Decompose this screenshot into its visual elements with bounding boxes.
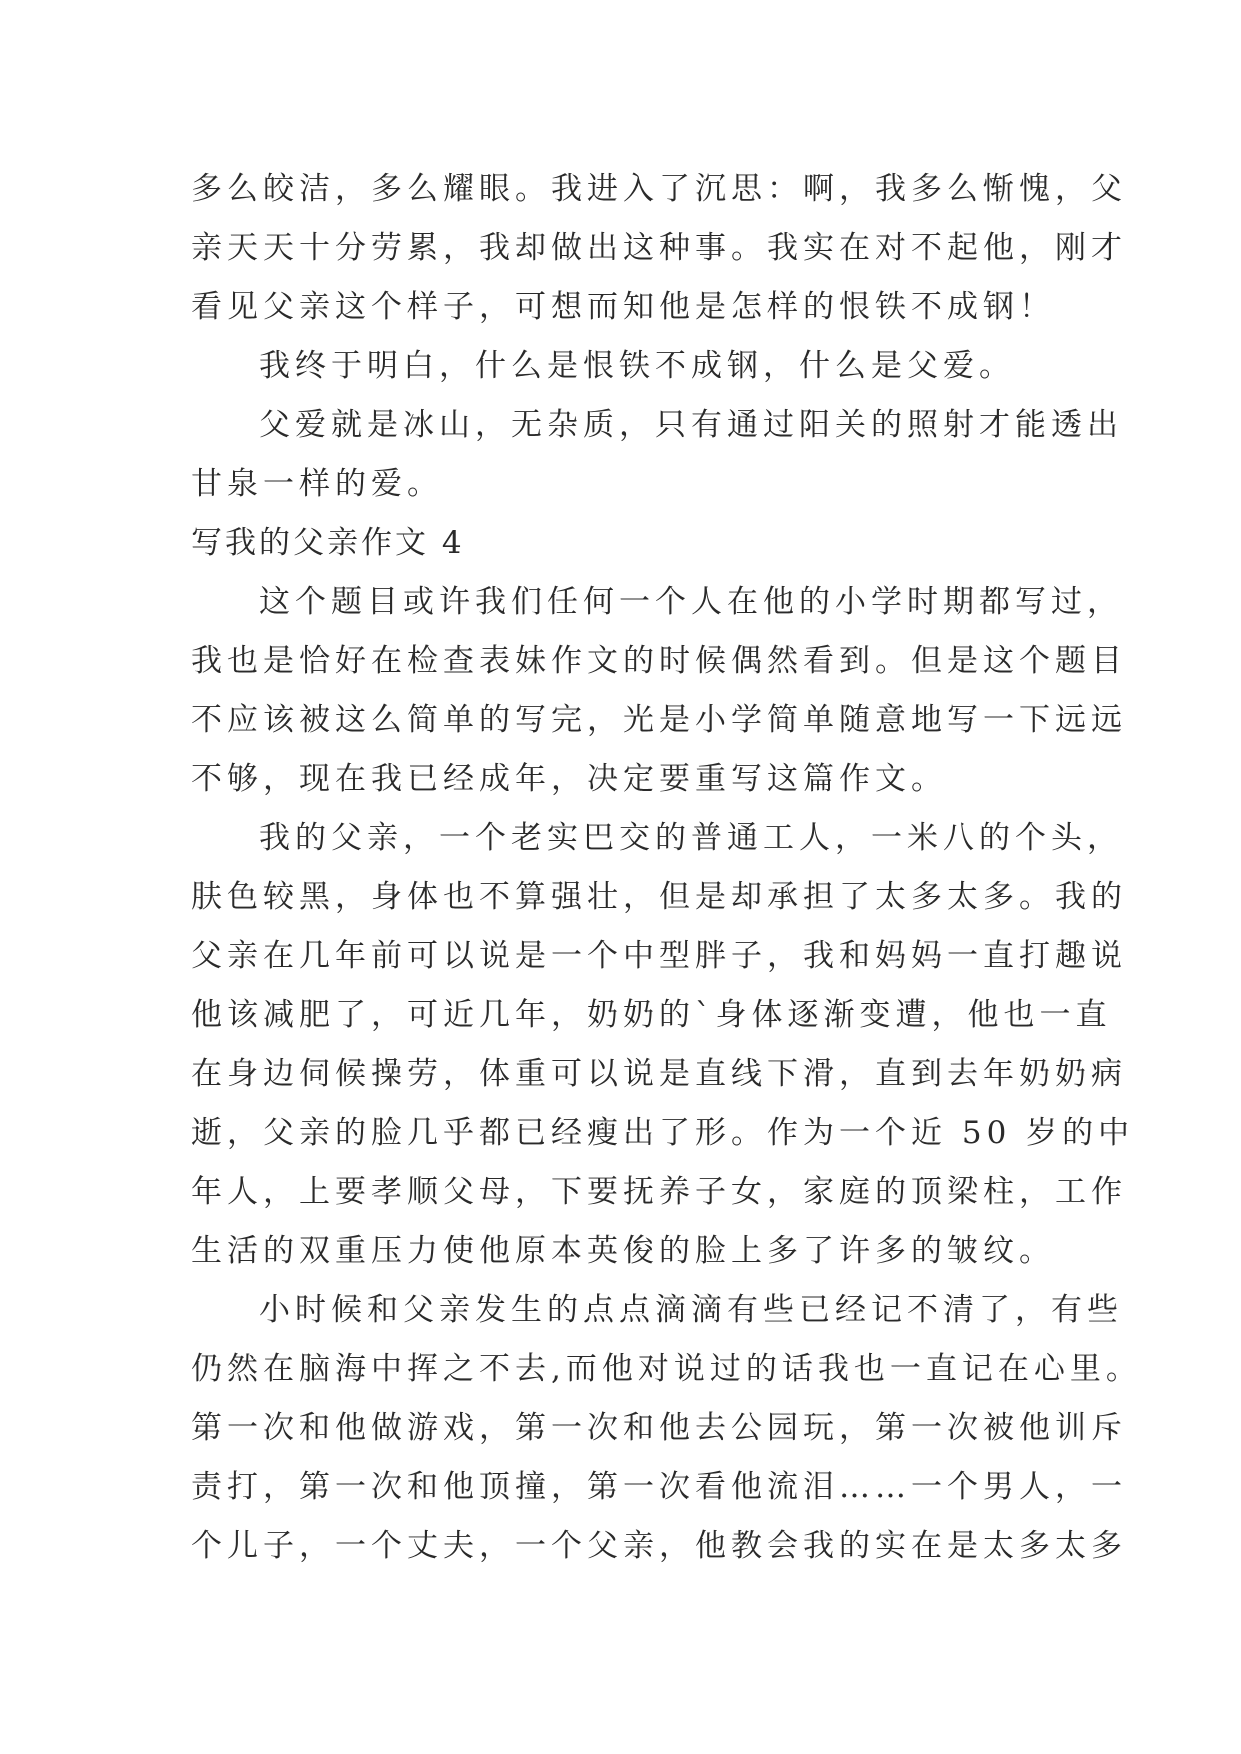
document-body xyxy=(191,160,1142,1576)
text-line: 第一次和他做游戏，第一次和他去公园玩，第一次被他训斥 xyxy=(191,1410,1127,1446)
text-line: 甘泉一样的爱。 xyxy=(191,466,443,502)
text-line: 仍然在脑海中挥之不去,而他对说过的话我也一直记在心里。 xyxy=(191,1351,1142,1387)
text-line: 这个题目或许我们任何一个人在他的小学时期都写过， xyxy=(259,584,1123,620)
section-heading: 写我的父亲作文 4 xyxy=(191,525,465,561)
text-line: 看见父亲这个样子，可想而知他是怎样的恨铁不成钢！ xyxy=(191,289,1055,325)
text-line: 他该减肥了，可近几年，奶奶的`身体逐渐变遭，他也一直 xyxy=(191,997,1112,1033)
text-line: 父爱就是冰山，无杂质，只有通过阳关的照射才能透出 xyxy=(259,407,1123,443)
text-line: 在身边伺候操劳，体重可以说是直线下滑，直到去年奶奶病 xyxy=(191,1056,1127,1092)
text-line: 责打，第一次和他顶撞，第一次看他流泪……一个男人，一 xyxy=(191,1469,1127,1505)
text-line: 亲天天十分劳累，我却做出这种事。我实在对不起他，刚才 xyxy=(191,230,1127,266)
text-line: 多么皎洁，多么耀眼。我进入了沉思：啊，我多么惭愧，父 xyxy=(191,171,1127,207)
text-line: 逝，父亲的脸几乎都已经瘦出了形。作为一个近 50 岁的中 xyxy=(191,1115,1135,1151)
text-line: 我终于明白，什么是恨铁不成钢，什么是父爱。 xyxy=(259,348,1015,384)
text-line: 父亲在几年前可以说是一个中型胖子，我和妈妈一直打趣说 xyxy=(191,938,1127,974)
text-line: 年人，上要孝顺父母，下要抚养子女，家庭的顶梁柱，工作 xyxy=(191,1174,1127,1210)
text-line: 我的父亲，一个老实巴交的普通工人，一米八的个头， xyxy=(259,820,1123,856)
text-line: 我也是恰好在检查表妹作文的时候偶然看到。但是这个题目 xyxy=(191,643,1127,679)
text-line: 肤色较黑，身体也不算强壮，但是却承担了太多太多。我的 xyxy=(191,879,1127,915)
text-line: 生活的双重压力使他原本英俊的脸上多了许多的皱纹。 xyxy=(191,1233,1055,1269)
text-line: 小时候和父亲发生的点点滴滴有些已经记不清了，有些 xyxy=(259,1292,1123,1328)
text-line: 不够，现在我已经成年，决定要重写这篇作文。 xyxy=(191,761,947,797)
text-line: 个儿子，一个丈夫，一个父亲，他教会我的实在是太多太多 xyxy=(191,1528,1127,1564)
text-line: 不应该被这么简单的写完，光是小学简单随意地写一下远远 xyxy=(191,702,1127,738)
